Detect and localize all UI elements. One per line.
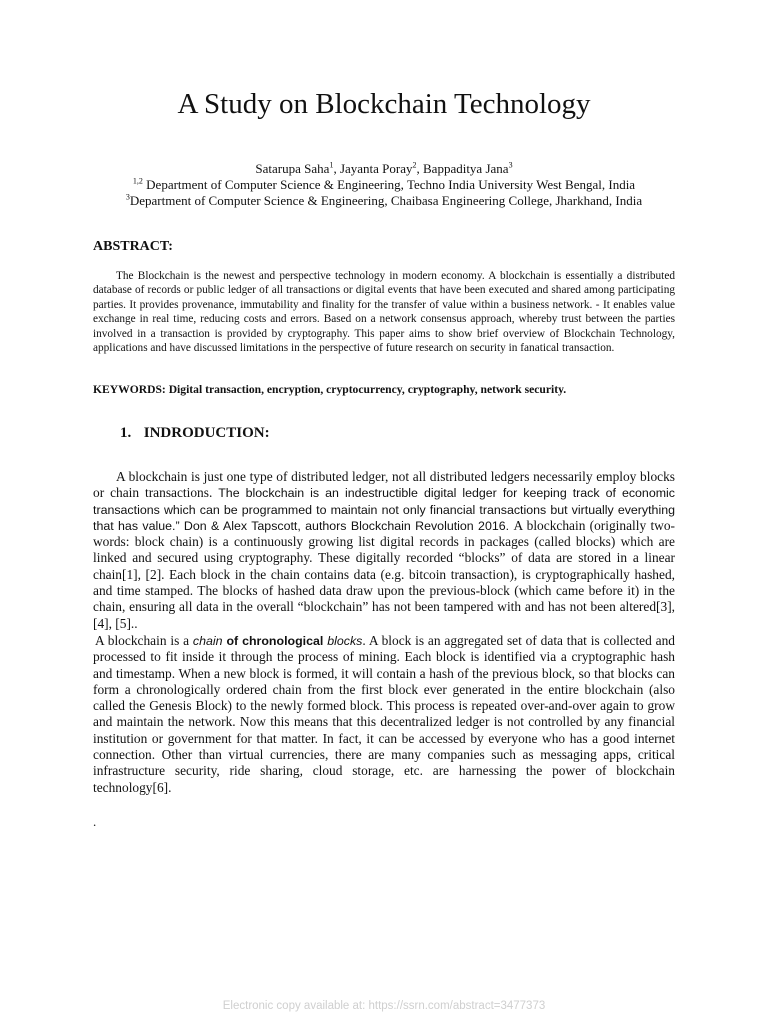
affiliation-2-sup: 3 (125, 192, 130, 202)
section-heading (120, 425, 270, 442)
intro-p2-s1: A blockchain is a (95, 633, 193, 648)
intro-p1-s1: A blockchain is just one type of distributed ledger, not all distributed ledgers necessarily employ blocks or chain transactions. (93, 469, 675, 501)
intro-p2-s5: . A block is an aggregated set of data that is collected and processed to fit inside it through the process of mining. Each block is identified via a cryptographic hash and timestamp. When a new block is formed, it will contain a hash of the previous block, so that blocks can form a chronologically ordered chain from the first block ever generated in the entire blockchain (also called the Genesis Block) to the newly formed block. This process is repeated over-and-over again to grow and maintain the network. Now this means that this decentralized ledger is not controlled by any financial institution or government for that matter. In fact, it can be accessed by everyone who has a good internet connection. Other than virtual currencies, there are many companies such as messaging apps, critical infrastructure security, ride sharing, cloud storage, etc. are harnessing the power of blockchain technology[6]. (93, 633, 675, 795)
abstract-heading: ABSTRACT: (93, 239, 173, 254)
author-1-name: Satarupa Saha (255, 161, 330, 176)
section-number: 1. (120, 425, 132, 441)
intro-p1-quote: The blockchain is an indestructible digital ledger for keeping track of economic transactions which can be programmed to maintain not only financial transactions but virtually everything that has value.” Don & Alex Tapscott, authors Blockchain Revolution 2016. (93, 486, 675, 533)
intro-p1-s3: A blockchain (originally two-words: block chain) is a continuously growing list digital records in packages (called blocks) which are linked and secured using cryptography. These digitally recorded “blocks” of data are stored in a linear chain[1], [2]. Each block in the chain contains data (e.g. bitcoin transaction), is cryptographically hashed, and time stamped. The blocks of hashed data draw upon the previous-block (which came before it) in the chain, ensuring all data in the overall “blockchain” has not been tampered with and has not been altered[3], [4], [5].. (93, 517, 675, 631)
intro-p2-chain: chain (192, 634, 223, 648)
abstract-text: The Blockchain is the newest and perspective technology in modern economy. A blockchain is essentially a distributed database of records or public ledger of all transactions or digital events that have been executed and shared among participating parties. It provides provenance, immutability and finality for the transfer of value within a business network. - It enables value exchange in real time, reducing costs and errors. Based on a network consensus approach, whereby trust between the parties involved in a transaction is provided by cryptography. This paper aims to show brief overview of Blockchain Technology, applications and have discussed limitations in the perspective of future research on security in fanatical transaction. (93, 270, 675, 355)
keywords: KEYWORDS: Digital transaction, encryption, cryptocurrency, cryptography, network security. (93, 383, 567, 396)
author-block (0, 161, 768, 209)
paper-title: A Study on Blockchain Technology (177, 88, 591, 120)
ssrn-footer: Electronic copy available at: https://ssrn.com/abstract=3477373 (222, 1000, 546, 1012)
author-1-sup: 1 (329, 160, 334, 170)
affiliation-1-sup: 1,2 (132, 176, 143, 186)
affiliation-1-text: Department of Computer Science & Engineering, Techno India University West Bengal, India (142, 177, 636, 192)
author-3-sup: 3 (508, 160, 513, 170)
intro-p2-blocks: blocks (327, 634, 363, 648)
affiliation-1 (0, 177, 768, 193)
trailing-dot: . (93, 814, 97, 829)
intro-paragraph-2 (93, 633, 675, 796)
author-2-sup: 2 (412, 160, 417, 170)
intro-paragraph-1 (93, 469, 675, 632)
intro-p2-chronological: of chronological (222, 634, 328, 648)
author-names (0, 161, 768, 177)
author-3-name: , Bappaditya Jana (416, 161, 509, 176)
affiliation-2-text: Department of Computer Science & Engineering, Chaibasa Engineering College, Jharkhand, India (129, 193, 643, 208)
author-2-name: , Jayanta Poray (333, 161, 413, 176)
section-title: INDRODUCTION: (143, 425, 270, 441)
affiliation-2 (0, 193, 768, 209)
